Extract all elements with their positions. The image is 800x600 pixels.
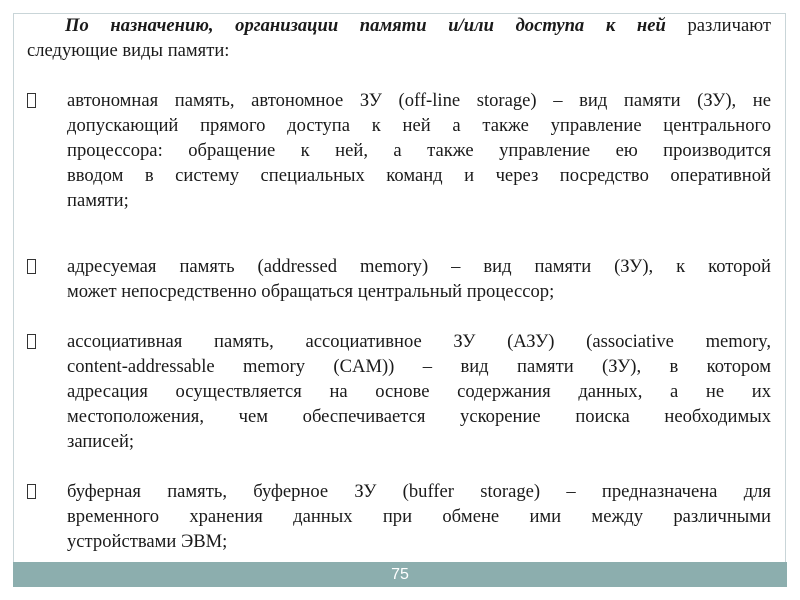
text-line: местоположения, чем обеспечивается ускорение поиска необходимых xyxy=(67,406,771,427)
text-line: ассоциативная память, ассоциативное ЗУ (АЗУ) (associative memory, xyxy=(67,331,771,352)
text-line: временного хранения данных при обмене ими между различными xyxy=(67,506,771,527)
slide-content xyxy=(27,13,771,554)
intro-line1-rest: различают xyxy=(665,15,771,36)
text-line: процессора: обращение к ней, а также управление ею производится xyxy=(67,140,771,161)
text-line: буферная память, буферное ЗУ (buffer storage) – предназначена для xyxy=(67,481,771,502)
bullet-box-icon xyxy=(27,259,36,274)
text-line: вводом в систему специальных команд и через посредство оперативной xyxy=(67,165,771,186)
text-line: может непосредственно обращаться центральный процессор; xyxy=(67,281,555,302)
intro-line-1 xyxy=(27,13,771,38)
intro-emphasis: По назначению, организации памяти и/или доступа к ней xyxy=(65,15,666,36)
text-line: content-addressable memory (CAM)) – вид памяти (ЗУ), в котором xyxy=(67,356,771,377)
text-line: памяти; xyxy=(67,190,129,211)
bullet-item-buffer-storage xyxy=(27,479,771,554)
bullet-item-associative-memory xyxy=(27,329,771,454)
text-line: записей; xyxy=(67,431,135,452)
text-line: адресуемая память (addressed memory) – вид памяти (ЗУ), к которой xyxy=(67,256,771,277)
text-line: устройствами ЭВМ; xyxy=(67,531,228,552)
text-line: адресация осуществляется на основе содержания данных, а не их xyxy=(67,381,771,402)
bullet-box-icon xyxy=(27,93,36,108)
bullet-box-icon xyxy=(27,484,36,499)
intro-paragraph xyxy=(27,13,771,63)
text-line: допускающий прямого доступа к ней а также управление центрального xyxy=(67,115,771,136)
bullet-box-icon xyxy=(27,334,36,349)
footer-bar xyxy=(13,562,787,587)
intro-line-2: следующие виды памяти: xyxy=(27,40,230,61)
bullet-item-addressed-memory xyxy=(27,254,771,304)
text-line: автономная память, автономное ЗУ (off-line storage) – вид памяти (ЗУ), не xyxy=(67,90,771,111)
bullet-item-offline-storage xyxy=(27,88,771,213)
page-number: 75 xyxy=(391,566,409,583)
